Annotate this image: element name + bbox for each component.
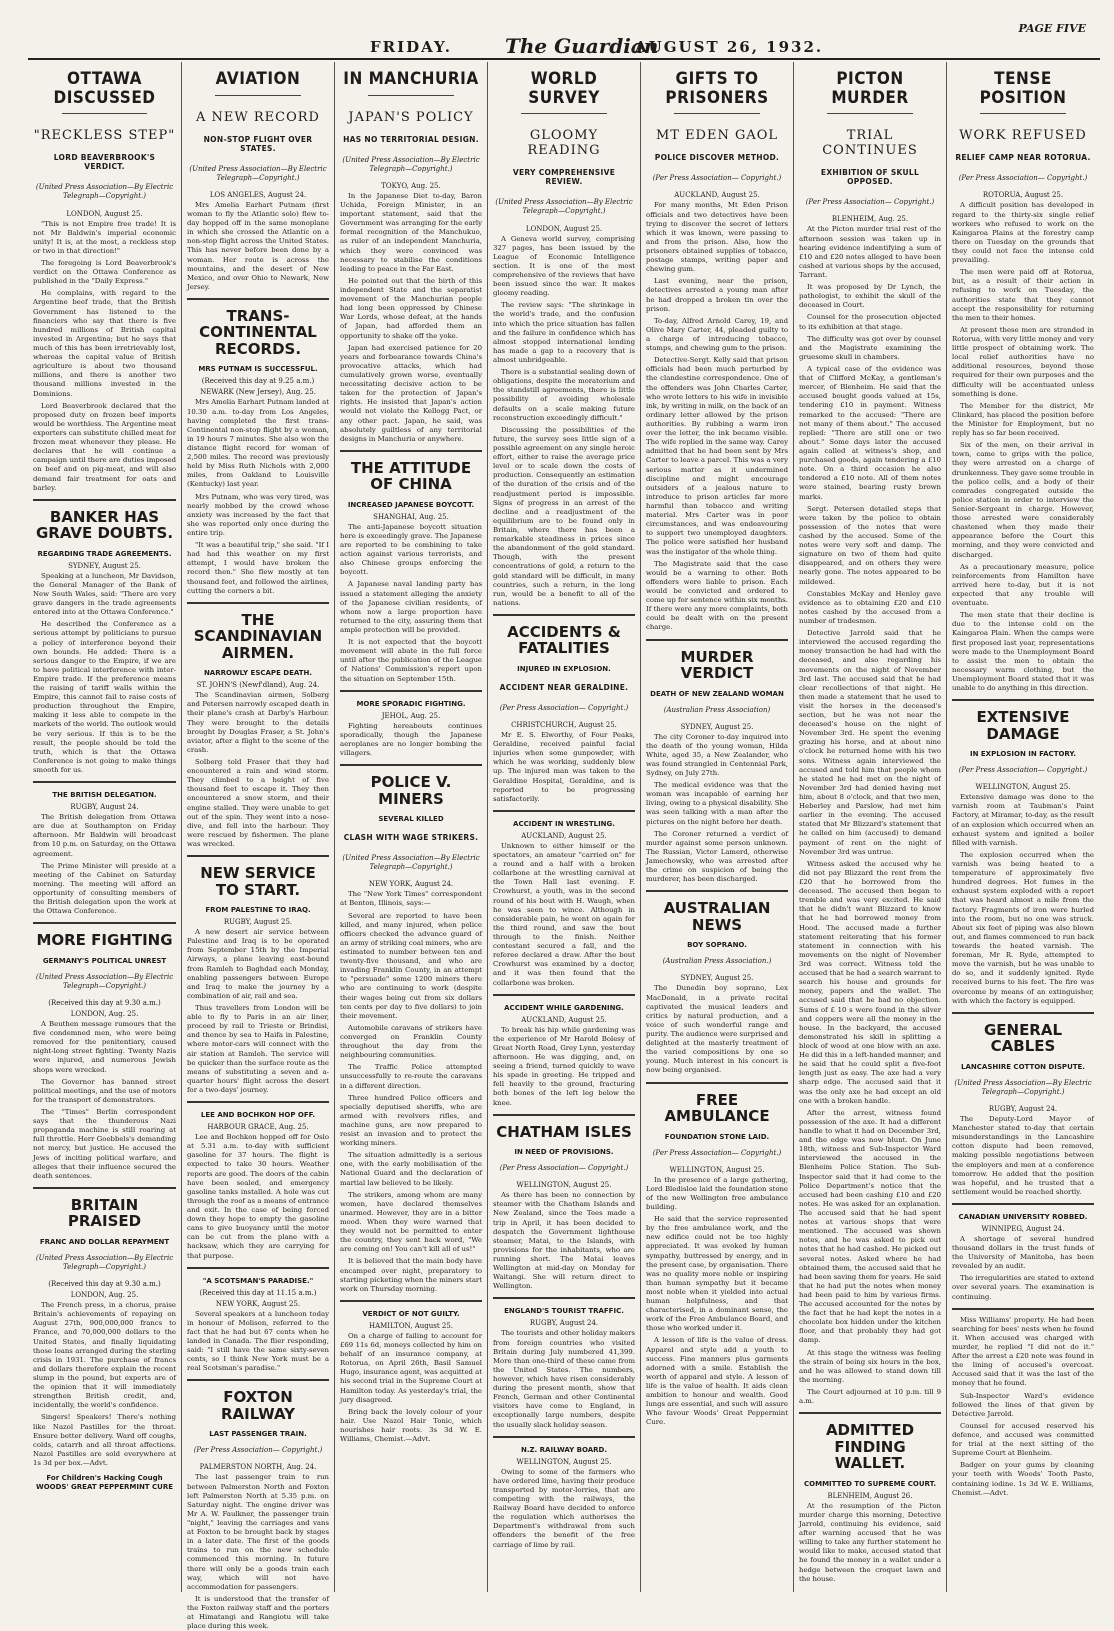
section-rule: [187, 1101, 329, 1103]
article-headline: MURDER VERDICT: [680, 647, 754, 682]
article-subhead: INCREASED JAPANESE BOYCOTT.: [347, 500, 475, 509]
article-dateline: BLENHEIM, Aug. 25.: [831, 215, 909, 224]
article-paragraph: The Prime Minister will preside at a meeting of the Cabinet on Saturday morning. The meeting will afford an opportunity of consulting members of the British delegation upon the work at the Ottawa Conference.: [33, 861, 176, 916]
article-source: (Australian Press Association): [663, 705, 771, 714]
article-headline: IN MANCHURIA: [343, 69, 479, 89]
news-column: [793, 62, 946, 1592]
article-source: (Australian Press Association.): [662, 957, 772, 966]
section-rule: [187, 602, 329, 604]
article-paragraph: The men state that their decline is due to the intense cold on the Kaingaroa Plain. When the camps were first proposed last year, representations were made to the Unemployment Board to assist the men to obtain the necessary warm clothing, but the Unemployment Board stated that it was unable to do anything in this direction.: [952, 611, 1094, 693]
article-dateline: SYDNEY, August 25.: [680, 974, 754, 983]
article-subhead: MRS PUTNAM IS SUCCESSFUL.: [198, 365, 318, 374]
section-rule: [187, 298, 329, 300]
article-dateline: LONDON, Aug. 25.: [70, 1291, 139, 1300]
article-subhead: FROM PALESTINE TO IRAQ.: [205, 906, 311, 915]
article-paragraph: As there has been no connection by steamer with the Chatham Islands and New Zealand, since the Tees made a trip in April, it has been decided to despatch the Government lighthouse steamer, Matai, to the Islands, with provisions for the inhabitants, who are running short. The Matai leaves Wellington at mid-day on Monday for Waitangi. She will return direct to Wellington.: [493, 1191, 635, 1291]
article-paragraph: The "New York Times" correspondent at Benton, Illinois, says:—: [340, 890, 482, 908]
article-dateline: AUCKLAND, August 25.: [521, 1015, 607, 1024]
article-source: (Per Press Association— Copyright.): [958, 766, 1088, 775]
article-paragraph: A new desert air service between Palestine and Iraq is to be operated from September 15th by the Imperial Airways, a plane leaving east-bound from Ramleh to Baghdad each Monday, enabling passengers between Europe and Iraq to make the journey by a combination of air, rail and sea.: [187, 928, 329, 1000]
masthead-page-number: PAGE FIVE: [1018, 22, 1086, 35]
article-paragraph: The French press, in a chorus, praise Britain's achievements of repaying on August 27th, 900,000,000 francs to France, and 70,000,000 dollars to the United States, and finally liquidating those loans arranged during the sterling crisis in 1931. The purchase of francs and dollars therefore explain the recent slump in the pound, but experts are of the opinion that it will immediately strengthen British credit, and, incidentally, the world's confidence.: [33, 1301, 176, 1410]
article-headline: GIFTS TO PRISONERS: [665, 69, 769, 108]
article-dateline: SYDNEY, August 25.: [680, 722, 754, 731]
article-headline: MORE SPORADIC FIGHTING.: [356, 699, 466, 708]
article-paragraph: The foregoing is Lord Beaverbrook's verdict on the Ottawa Conference as published in the "Daily Express.": [33, 259, 176, 286]
article-subhead: BOY SOPRANO.: [687, 941, 747, 950]
article-headline: MORE FIGHTING: [36, 931, 173, 950]
article-subhead: FOUNDATION STONE LAID.: [664, 1132, 770, 1141]
article-headline: THE ATTITUDE OF CHINA: [350, 458, 472, 494]
section-rule: [952, 1012, 1094, 1014]
article-headline: "A SCOTSMAN'S PARADISE.": [202, 1276, 314, 1285]
article-paragraph: Six of the men, on their arrival in town, came to grips with the police, they were arrested on a charge of drunkenness. They gave some trouble in the police cells, and a body of their comrades congregated outside the police station in order to interview the Senior-Sergeant in charge. However, those arrested were considerably chastened when they made their appearance before the Court this morning, and they were convicted and discharged.: [952, 441, 1094, 559]
masthead: [0, 0, 1114, 56]
article-headline: BANKER HAS GRAVE DOUBTS.: [35, 507, 174, 543]
article-paragraph: "This is not Empire free trade! It is not Mr Baldwin's imperial economic unity! It is, at the most, a reckless step or two in that direction!": [33, 219, 176, 255]
article-paragraph: The Traffic Police attempted unsuccessfully to re-route the caravans in a different direction.: [340, 1063, 482, 1090]
article-paragraph: The Coroner returned a verdict of murder against some person unknown. The Russian, Victor Lamerd, otherwise Jamechowsky, who was arrested after the crime on suspicion of being the murderer, has been discharged.: [646, 829, 788, 884]
article-paragraph: He pointed out that the birth of this independent State and the separatist movement of the Manchurian people had long been oppressed by Chinese War Lords, whose defeat, at the hands of Japan, had afforded them an opportunity to shake off the yoke.: [340, 276, 482, 340]
article-subhead: SEVERAL KILLED: [378, 815, 444, 824]
article-dateline: RUGBY, August 25.: [223, 918, 293, 927]
article-paragraph: The Member for the district, Mr Clinkard, has placed the position before the Minister for Employment, but no reply has so far been received.: [952, 401, 1094, 438]
article-headline: BRITAIN PRAISED: [67, 1195, 142, 1231]
article-paragraph: At present these men are stranded in Rotorua, with very little money and very little prospect of obtaining work. The local relief authorities have no additional resources, beyond those required for their own purposes and the difficulty will be accentuated unless something is done.: [952, 325, 1094, 398]
article-paragraph: Mr E. S. Elworthy, of Four Peaks, Geraldine, received painful facial injuries when some gunpowder, with which he was working, suddenly blew up. The injured man was taken to the Geraldine Hospital, Geraldine, and is reported to be progressing satisfactorily.: [493, 731, 635, 803]
article-dateline: ST. JOHN'S (Newf'dland), Aug. 24.: [196, 681, 320, 690]
article-source: (United Press Association—By Electric Telegraph—Copyright.): [342, 155, 480, 173]
article-dateline: WELLINGTON, August 25.: [516, 1457, 612, 1466]
article-headline: AUSTRALIAN NEWS: [663, 899, 771, 934]
article-tagline: LORD BEAVERBROOK'S VERDICT.: [53, 153, 156, 172]
article-source: (Per Press Association— Copyright.): [652, 174, 782, 183]
article-paragraph: The city Coroner to-day inquired into the death of the young woman, Hilda White, aged 35, a New Zealander, who was found strangled in Centennial Park, Sydney, on July 27th.: [646, 732, 788, 778]
article-subhead: IN NEED OF PROVISIONS.: [514, 1148, 614, 1157]
article-headline: WORLD SURVEY: [528, 69, 600, 108]
article-headline: N.Z. RAILWAY BOARD.: [520, 1445, 608, 1454]
article-paragraph: The Scandinavian airmen, Solberg and Petersen narrowly escaped death in their plane's crash at Darby's Harbour. They were brought to the details brought by Douglas Fraser, a St. John's aviator, after a flight to the scene of the crash.: [187, 691, 329, 754]
article-paragraph: Owing to some of the farmers who have ordered lime, having their produce transported by motor-lorries, that are competing with the railways, the Railway Board have decided to enforce the regulation which authorises the Department's withdrawal from such offenders the benefit of the free carriage of lime by rail.: [493, 1467, 635, 1549]
article-subhead: TRIAL CONTINUES: [822, 128, 918, 159]
article-headline: THE SCANDINAVIAN AIRMEN.: [193, 610, 323, 662]
advertisement: For Children's Hacking Cough WOODS' GREAT PEPPERMINT CURE: [35, 1474, 174, 1492]
article-paragraph: The Dunedin boy soprano, Lex MacDonald, in a private recital captivated the musical leaders and critics by natural production, and a voice of such wonderful range and purity. The audience were surprised and delighted at the masterly treatment of the varied compositions by one so young. Much interest in his concert is now being organised.: [646, 984, 788, 1075]
article-paragraph: The explosion occurred when the varnish was being heated to a temperature of approximately five hundred degrees. Hot fumes in the exhaust system exploded with a report that was heard almost a mile from the factory. Fragments of iron were hurled into the room, but no one was struck. About six feet of piping was also blown out, and flames commenced to run back towards the heated varnish. The foreman, Mr R. Ryde, attempted to move the varnish, but he was unable to do so, and it suddenly ignited. Ryde received burns to his feet. The fire was overcome by means of an extinguisher, with which the factory is equipped.: [952, 850, 1094, 1005]
article-dateline: PALMERSTON NORTH, Aug. 24.: [199, 1463, 317, 1472]
article-paragraph: The anti-Japanese boycott situation here is exceedingly grave. The Japanese are reported to be combining to take action against various terrorists, and also Chinese groups enforcing the boycott.: [340, 522, 482, 577]
headline-rule: [62, 113, 148, 114]
article-source: (Per Press Association— Copyright.): [805, 198, 935, 207]
article-source: (Per Press Association— Copyright.): [652, 1148, 782, 1157]
article-paragraph: Mrs Putnam, who was very tired, was nearly mobbed by the crowd whose anxiety was increased by the fact that she was reported only once during the entire trip.: [187, 492, 329, 537]
article-source: (United Press Association—By Electric Telegraph—Copyright.): [35, 1253, 174, 1271]
article-received: (Received this day at 11.15 a.m.): [199, 1288, 317, 1297]
article-paragraph: Miss Williams' property. He had been searching for bees' nests when he found it. When accused was charged with murder, he replied "I did not do it." After the arrest a £20 note was found in the lining of accused's overcoat. Accused said that it was the last of the money that he found.: [952, 1315, 1094, 1388]
article-source: (United Press Association—By Electric Telegraph—Copyright.): [35, 183, 174, 201]
headline-rule: [980, 113, 1065, 114]
section-rule: [187, 855, 329, 857]
section-rule: [33, 1187, 176, 1189]
article-paragraph: In the Japanese Diet to-day, Baron Uchida, Foreign Minister, in an important statement, said that the Government was arranging for the early formal recognition of the Manchukuo, as ruler of an independent Manchuria, which they were convinced was necessary to stabilise the conditions leading to peace in the Far East.: [340, 191, 482, 273]
article-headline: VERDICT OF NOT GUILTY.: [362, 1309, 460, 1318]
article-paragraph: He complains, with regard to the Argentine beef trade, that the British Government has listened to the financiers who say that there is five hundred millions of British capital invested in Argentina; but he says that much of this has been irretrievably lost, whereas the capital value of British agriculture is about two thousand millions, and there is another two thousand millions invested in the Dominions.: [33, 289, 176, 398]
article-paragraph: In the presence of a large gathering, Lord Bledisloe laid the foundation stone of the new Wellington free ambulance building.: [646, 1175, 788, 1211]
article-paragraph: He said that the service represented by the free ambulance work, and the new edifice could not be too highly appreciated. It was evoked by human sympathy, buttressed by energy, and in the present case, by organisation. There was no quality more noble or inspiring than human sympathy but it became most noble when it yielded into actual human helpfulness, and that characterised, in a dominant sense, the work of the Free Ambulance Board, and those who worked under it.: [646, 1215, 788, 1333]
section-rule: [646, 1082, 788, 1084]
article-paragraph: Several are reported to have been killed, and many injured, when police officers checked the advance guard of an army of striking coal miners, who are estimated to number between ten and twenty-five thousand, and who are invading Franklin County, in an attempt to "persuade" some 1200 miners there who are continuing to work (despite their wages being cut from six dollars ten cents per day to five dollars) to join their movement.: [340, 911, 482, 1020]
article-dateline: BLENHEIM, August 26.: [827, 1491, 913, 1500]
article-dateline: ROTORUA, August 25.: [982, 191, 1064, 200]
article-paragraph: The tourists and other holiday makers from foreign countries who visited Britain during July numbered 41,399. More than one-third of these came from the United States. The numbers, however, which have risen considerably during the present month, show that French, German and other Continental visitors have come to England, in exceptionally large numbers, despite the usually slack holiday season.: [493, 1329, 635, 1429]
article-tagline: HAS NO TERRITORIAL DESIGN.: [343, 134, 479, 144]
section-rule: [646, 890, 788, 892]
article-paragraph: There is a substantial sealing down of obligations, despite the moratorium and the standstill agreements, there is little possibility of avoiding wholesale defaults on a scale making future reconstruction exceedingly difficult.": [493, 368, 635, 422]
article-headline: ACCIDENTS & FATALITIES: [507, 622, 621, 658]
article-dateline: TOKYO, Aug. 25.: [381, 181, 441, 190]
article-dateline: NEWARK (New Jersey), Aug. 25.: [200, 388, 316, 397]
article-paragraph: Bring back the lovely colour of your hair. Use Nazol Hair Tonic, which nourishes hair roots. 3s 3d W. E. Williams, Chemist.—Advt.: [340, 1407, 482, 1444]
article-headline: OTTAWA DISCUSSED: [53, 69, 156, 108]
article-dateline: NEW YORK, August 24.: [368, 880, 454, 889]
article-paragraph: Unknown to either himself or the spectators, an amateur "carried on" for a round and a half with a broken collarbone at the wrestling carnival at the Town Hall last evening. F. Crowhurst, a youth, was in the second round of his bout with H. Waugh, when he was seen to wince. Although in considerable pain, he went on again for the third round, and saw the bout through to the finish. Neither contestant secured a fall, and the referee declared a draw. After the bout Crowhurst was examined by a doctor, and it was then found that the collarbone was broken.: [493, 841, 635, 987]
article-dateline: SYDNEY, August 25.: [68, 561, 141, 570]
article-paragraph: At this stage the witness was feeling the strain of being six hours in the box, and he was allowed to stand down till the morning.: [799, 1348, 941, 1384]
article-headline: EXTENSIVE DAMAGE: [976, 708, 1070, 743]
article-paragraph: He described the Conference as a serious attempt by politicians to pursue a policy of interference beyond their own bounds. He added: There is a serious danger to the Empire, if we are to have political interference with inter-Empire trade. If the preference means the raising of tariff walls within the Empire, this cannot fail to raise costs of production throughout the Empire, making it less able to compete in the markets of the world. The outlook would be very serious. If this is to be the result, the people should be told the truth, which is that the Ottawa Conference is not going to make things smooth for us.: [33, 620, 176, 775]
article-source: (United Press Association—By Electric Telegraph—Copyright.): [35, 972, 174, 990]
masthead-rule: [28, 58, 1100, 60]
article-paragraph: The British delegation from Ottawa are due at Southampton on Friday afternoon. Mr Baldwin will broadcast from 10 p.m. on Saturday, on the Ottawa agreement.: [33, 813, 176, 858]
article-dateline: WELLINGTON, August 25.: [516, 1181, 612, 1190]
article-dateline: AUCKLAND, August 25.: [674, 191, 760, 200]
article-tagline: VERY COMPREHENSIVE REVIEW.: [512, 168, 616, 187]
article-paragraph: The difficulty was got over by counsel and the Magistrate examining the gruesome skull in chambers.: [799, 334, 941, 361]
section-rule: [493, 1436, 635, 1438]
article-paragraph: It is believed that the main body have encamped over night, preparatory to starting picketing when the miners start work on Thursday morning.: [340, 1257, 482, 1293]
section-rule: [33, 499, 176, 501]
article-dateline: WINNIPEG, August 24.: [981, 1224, 1065, 1233]
article-received: (Received this day at 9.25 a.m.): [201, 377, 315, 386]
article-dateline: RUGBY, August 24.: [988, 1104, 1058, 1113]
article-subhead: LAST PASSENGER TRAIN.: [209, 1430, 307, 1439]
article-paragraph: Constables McKay and Henley gave evidence as to obtaining £20 and £10 notes cashed by the accused from a number of tradesmen.: [799, 589, 941, 625]
article-paragraph: Three hundred Police officers and specially deputised sheriffs, who are armed with revolvers rifles, and machine guns, are now prepared to resist an invasion and to protect the working miners.: [340, 1093, 482, 1148]
article-dateline: SHANGHAI, Aug. 25.: [373, 512, 449, 521]
article-subhead: "RECKLESS STEP": [33, 128, 176, 144]
article-paragraph: Automobile caravans of strikers have converged on Franklin County throughout the day from the neighbouring communities.: [340, 1023, 482, 1060]
news-column: [640, 62, 793, 1592]
article-paragraph: The Magistrate said that the case would be a warning to other. Both offenders were liable to prison. Each would be convicted and ordered to come up for sentence within six months. If there were any more complaints, both could be dealt with on the present charge.: [646, 559, 788, 632]
article-tagline: NON-STOP FLIGHT OVER STATES.: [203, 134, 313, 153]
article-paragraph: Mrs Amelia Earhart Putnam (first woman to fly the Atlantic solo) flew to-day hopped off in the same monoplane in which she crossed the Atlantic on a non-stop flight across the United States. This has never before been done by a woman. Her route is across the mountains, and the desert of New Mexico, and over Ohio to Newark, New Jersey.: [187, 200, 329, 291]
article-headline: ADMITTED FINDING WALLET.: [825, 1421, 915, 1473]
article-dateline: LOS ANGELES, August 24.: [209, 190, 307, 199]
section-rule: [952, 1203, 1094, 1205]
article-dateline: WELLINGTON, August 25.: [975, 783, 1071, 792]
article-paragraph: The review says: "The shrinkage in the world's trade, and the confusion into which the price situation has fallen and the failure in confidence which has almost stopped international lending has made a gap to a recovery that is almost unbridgeable.: [493, 301, 635, 364]
article-paragraph: Extensive damage was done to the varnish room at Taubman's Paint Factory, at Miramar, to-day, as the result of an explosion which occurred when an exhaust system and ignited a boiler filled with varnish.: [952, 793, 1094, 847]
article-headline: TENSE POSITION: [979, 69, 1067, 108]
article-headline: GENERAL CABLES: [983, 1020, 1063, 1056]
article-paragraph: Japan had exercised patience for 20 years and forbearance towards China's provocative attacks, which had cumulatively grown worse, eventually necessitating decisive action to be taken for the protection of Japan's rights. He insisted that Japan's action would not violate the Kellogg Pact, or any other pact. Japan, he said, was absolutely guiltless of any territorial designs in Manchuria or anywhere.: [340, 343, 482, 443]
section-rule: [952, 1308, 1094, 1310]
article-source: (Per Press Association— Copyright.): [958, 174, 1088, 183]
masthead-day: FRIDAY.: [370, 38, 453, 56]
article-source: (United Press Association—By Electric Telegraph—Copyright.): [954, 1078, 1092, 1096]
article-subhead: FRANC AND DOLLAR REPAYMENT: [39, 1237, 170, 1246]
news-column: [487, 62, 640, 1592]
article-subhead: LANCASHIRE COTTON DISPUTE.: [961, 1062, 1085, 1071]
article-paragraph: Singers! Speakers! There's nothing like Nazol Pastilles for the throat. Ensure better delivery. Ward off coughs, colds, catarrh and all throat affections. Nazol Pastilles are sold everywhere at 1s 3d per box.—Advt.: [33, 1413, 176, 1467]
article-headline: FOXTON RAILWAY: [220, 1388, 296, 1423]
article-paragraph: The strikers, among whom are many women, have declared themselves unarmed. However, they are in a bitter mood. When they were warned that they would not be permitted to enter the country, they sent back word, "We are coming on! You can't kill all of us!": [340, 1190, 482, 1254]
article-dateline: NEW YORK, August 25.: [215, 1299, 301, 1308]
article-paragraph: Solberg told Fraser that they had encountered a rain and wind storm. They climbed to a height of five thousand feet to escape it. They then encountered a snow storm, and their engine stalled. They were unable to get out of the spin. They went into a nose-dive, and fell into the harbour. They were rescued by fishermen. The plane was wrecked.: [187, 758, 329, 849]
article-paragraph: Fighting hereabouts continues sporadically, though the Japanese aeroplanes are no longer bombing the villagers.: [340, 721, 482, 758]
article-source: (Per Press Association— Copyright.): [499, 1164, 629, 1173]
article-dateline: AUCKLAND, August 25.: [521, 831, 607, 840]
article-dateline: HAMILTON, August 25.: [368, 1321, 454, 1330]
article-dateline: RUGBY, August 24.: [529, 1319, 599, 1328]
article-paragraph: It was proposed by Dr Lynch, the pathologist, to exhibit the skull of the deceased in Court.: [799, 283, 941, 310]
article-headline: AVIATION: [215, 69, 301, 89]
article-paragraph: Counsel for accused reserved his defence, and accused was committed for trial at the next sitting of the Supreme Court at Blenheim.: [952, 1421, 1094, 1458]
headline-rule: [368, 95, 453, 96]
article-headline: ACCIDENT WHILE GARDENING.: [504, 1003, 624, 1012]
article-paragraph: At the Picton murder trial rest of the afternoon session was taken up in hearing evidence indentifying a sum of £10 and £20 notes alleged to have been cashed at various shops by the accused, Tarrant.: [799, 225, 941, 280]
article-paragraph: The situation admittedly is a serious one, with the early mobilisation of the National Guard and the declaration of martial law believed to be likely.: [340, 1151, 482, 1187]
article-received: (Received this day at 9.30 a.m.): [48, 999, 161, 1008]
article-paragraph: Counsel for the prosecution objected to its exhibition at that stage.: [799, 313, 941, 331]
headline-rule: [827, 113, 912, 114]
article-headline: PICTON MURDER: [831, 69, 909, 108]
article-paragraph: Speaking at a luncheon, Mr Davidson, the General Manager of the Bank of New South Wales, said: "There are very grave dangers in the trade agreements entered into at the Ottawa Conference.": [33, 571, 176, 617]
headline-rule: [215, 95, 300, 96]
article-paragraph: The Court adjourned at 10 p.m. till 9 a.m.: [799, 1388, 941, 1406]
article-dateline: CHRISTCHURCH, August 25.: [511, 721, 617, 730]
article-source: (Per Press Association— Copyright.): [499, 703, 629, 712]
article-paragraph: Detective-Sergt. Kelly said that prison officials had been much perturbed by the clandestine correspondence. One of the offenders was John Charles Carter, who wrote letters to his wife in invisible ink, by writing in milk, on the back of an ordinary letter allowed by the prison authorities. By rubbing a warm iron over the letter, the ink became visible. The wife replied in the same way. Carey admitted that he had been sent by Mrs Carter to leave a parcel. This was a very serious matter as it undermined discipline and might encourage outsiders of a jealous nature to introduce to prison articles far more harmful than tobacco and writing material. Mrs Carter was in poor circumstances, and was endeavouring to support two unemployed daughters. The police were satisfied her husband was the instigator of the whole thing.: [646, 356, 788, 556]
section-rule: [187, 1379, 329, 1381]
columns: [28, 62, 1100, 1631]
article-dateline: JEHOL, Aug. 25.: [381, 711, 441, 720]
article-paragraph: Sergt. Petersen detailed steps that were taken by the police to obtain possession of the notes that were cashed by the accused. Some of the notes were very soft and damp. The signature on two of them had quite disappeared, and on others they were nearly gone. The notes appeared to be mildewed.: [799, 504, 941, 586]
article-headline: THE BRITISH DELEGATION.: [52, 791, 157, 800]
section-rule: [493, 994, 635, 996]
news-column: [181, 62, 334, 1631]
article-headline: ENGLAND'S TOURIST TRAFFIC.: [504, 1307, 624, 1316]
section-rule: [33, 922, 176, 924]
article-paragraph: The Deputy-Lord Mayor of Manchester stated to-day that certain misunderstandings in the Lancashire cotton dispute had been removed, making possible negotiations between the employers and men at a conference tomorrow. He added that the position was hopeful, and he trusted that a settlement would be reached shortly.: [952, 1114, 1094, 1196]
article-headline: TRANS-CONTINENTAL RECORDS.: [199, 306, 317, 358]
section-rule: [340, 690, 482, 692]
article-subhead: IN EXPLOSION IN FACTORY.: [970, 750, 1076, 759]
article-subhead: JAPAN'S POLICY: [348, 109, 474, 125]
article-paragraph: Mrs Amelia Earhart Putnam landed at 10.30 a.m. to-day from Los Angeles, having completed the first trans-Continental non-stop flight by a woman, in 19 hours 7 minutes. She also won the distance flight record for woman of 2,500 miles. The record was previously held by Miss Ruth Nichols with 2,000 miles, from Oakland to Louisville (Kentucky) last year.: [187, 398, 329, 489]
article-paragraph: After the arrest, witness found possession of the axe. It had a different handle to what it had on December 3rd, and the edge was now blunt. On June 18th, witness and Sub-Inspector Ward interviewed the accused in the Blenheim Police Station. The Sub-Inspector said that it had come to the Police Department's notice that the accused had been cashing £10 and £20 notes. He was asked for an explanation. The accused said that he had spent notes at various shops that were mentioned. The accused was shown notes, and he was asked to pick out notes that he had cashed. He picked out several notes. Asked where he had obtained them, the accused said that he had been saving them for years. He said that he had put the notes when money had been paid to him by various firms. The accused accounted for the notes by the fact that he had kept the notes in a chocolate box hidden under the kitchen floor, and that probably they had got damp.: [799, 1108, 941, 1345]
article-tagline: EXHIBITION OF SKULL OPPOSED.: [820, 168, 920, 187]
article-headline: ACCIDENT IN WRESTLING.: [513, 819, 615, 828]
article-subhead: GERMANY'S POLITICAL UNREST: [42, 956, 167, 965]
article-dateline: WELLINGTON, August 25.: [669, 1165, 765, 1174]
article-paragraph: The medical evidence was that the woman was incapable of earning her living, owing to a physical disability. She was seen talking with a man after the pictures on the night before her death.: [646, 781, 788, 826]
article-subhead: A NEW RECORD: [196, 109, 320, 125]
article-subhead: WORK REFUSED: [959, 128, 1087, 144]
masthead-title: The Guardian: [505, 34, 659, 58]
article-paragraph: The irregularities are stated to extend over several years. The examination is continuing.: [952, 1274, 1094, 1301]
article-source: (United Press Association—By Electric Telegraph—Copyright.): [189, 164, 327, 182]
article-paragraph: It is understood that the transfer of the Foxton railway staff and the porters at Himatangi and Rangiotu will take place during this week.: [187, 1594, 329, 1631]
article-paragraph: The "Times" Berlin correspondent says that the thunderous Nazi propaganda machine is still roaring at full throttle. Herr Goebbels's demanding not mercy, but justice. He accused the Jews of inciting political warfare, and alleges that their influence secured the death sentences.: [33, 1108, 176, 1180]
section-rule: [952, 699, 1094, 701]
article-tagline: ACCIDENT NEAR GERALDINE.: [499, 682, 629, 692]
article-paragraph: A Beuthen message rumours that the five condemned men, who were being removed for the penitentiary, caused night-long street fighting. Twenty Nazis were injured, and numerous Jewish shops were wrecked.: [33, 1020, 176, 1074]
masthead-date: AUGUST 26, 1932.: [635, 38, 824, 56]
article-tagline: POLICE DISCOVER METHOD.: [654, 153, 780, 163]
article-source: (United Press Association—By Electric Telegraph—Copyright.): [342, 854, 480, 872]
article-paragraph: "It was a beautiful trip," she said. "If I had had this weather on my first attempt, I would have broken the record then." She flew mostly at ten thousand feet, and followed the airlines, cutting the corners a bit.: [187, 541, 329, 595]
article-paragraph: Thus travellers from London will be able to fly to Paris in an air liner, proceed by rail to Trieste or Brindisi, and thence by sea to Haifa in Palestine, where motor-cars will connect with the air station at Ramleh. The service will be quicker than the surface route as the means of substituting a seven and a-quarter hours' flight across the desert for a two-days' journey.: [187, 1004, 329, 1094]
headline-rule: [674, 113, 759, 114]
section-rule: [493, 1114, 635, 1116]
article-headline: POLICE V. MINERS: [370, 773, 452, 808]
section-rule: [493, 1297, 635, 1299]
article-headline: CHATHAM ISLES: [496, 1122, 632, 1141]
news-column: [946, 62, 1099, 1592]
section-rule: [493, 614, 635, 616]
article-paragraph: Badger on your gums by cleaning your teeth with Woods' Tooth Paste, containing iodine. 1s 3d W. E. Williams, Chemist.—Advt.: [952, 1461, 1094, 1497]
section-rule: [340, 450, 482, 452]
article-paragraph: Detective Jarrold said that he interviewed the accused regarding the money transaction he had had with the deceased, and also regarding his movements on the night of November 3rd last. The accused said that he had clear recollections of that night. He then made a statement that he used to visit the horses in the deceased's section, but he was not near the deceased's house on the night of November 3rd. He spent the evening grazing his horse, and at about nine o'clock he returned home with his two sons. Witness again interviewed the accused and told him that people whom he stated he had met on the night of November 3rd had denied having met him, about 8 o'clock, and that two men, Heberley and Parslow, had met him earlier in the evening. The accused stated that Mr Blizzard's statement that he called on him (accused) to demand payment of rent on the night of November 3rd was untrue.: [799, 629, 941, 856]
article-subhead: NARROWLY ESCAPE DEATH.: [203, 669, 313, 678]
article-paragraph: Lee and Bochkon hopped off for Oslo at 5.31 a.m. to-day with sufficient gasoline for 37 hours. The flight is expected to take 30 hours. Weather reports are good. The doors of the cabin have been sealed, and emergency gasoline tanks installed. A hole was cut through the roof as a means of entrance and exit. In the case of being forced down they hope to empty the gasoline cans to give buoyancy until the motor can be cut from the plane with a hacksaw, which they are carrying for that purpose.: [187, 1133, 329, 1260]
article-subhead: COMMITTED TO SUPREME COURT.: [804, 1479, 936, 1488]
article-paragraph: It is not expected that the boycott movement will abate in the full force until after the publication of the League of Nations' Commission's report upon the situation on September 15th.: [340, 638, 482, 683]
article-paragraph: To-day, Alfred Arnold Carey, 19, and Olive Mary Carter, 44, pleaded guilty to a charge of introducing tobacco, stamps, and chewing gum to the prison.: [646, 316, 788, 353]
article-paragraph: The men were paid off at Rotorua, but, as a result of their action in refusing to work on Tuesday, the authorities state that they cannot accept the responsibility for returning the men to their homes.: [952, 268, 1094, 322]
section-rule: [33, 781, 176, 783]
article-tagline: RELIEF CAMP NEAR ROTORUA.: [955, 153, 1091, 163]
article-subhead: MT EDEN GAOL: [655, 128, 779, 144]
article-paragraph: Sub-Inspector Ward's evidence followed the lines of that given by Detective Jarrold.: [952, 1391, 1094, 1418]
article-paragraph: At the resumption of the Picton murder charge this morning, Detective Jarrold, continuing his evidence, said after warning accused that he was willing to take any further statement he would like to make, accused stated that he found the money in a wallet under a hedge between the croquet lawn and the house.: [799, 1501, 941, 1583]
article-source: (Per Press Association— Copyright.): [193, 1446, 323, 1455]
article-subhead: GLOOMY READING: [527, 128, 601, 159]
section-rule: [340, 1300, 482, 1302]
article-paragraph: A difficult position has developed in regard to the thirty-six single relief workers who refused to work on the Kaingaroa Plains at the forestry camp there on Tuesday on the grounds that they could not face the intense cold prevailing.: [952, 201, 1094, 265]
headline-rule: [521, 113, 606, 114]
article-paragraph: To break his hip while gardening was the experience of Mr Harold Bolesy of Great North Road, Grey Lynn, yesterday afternoon. He was digging, and, on seeing a friend, turned quickly to wave his spade in greeting. He tripped and fell heavily to the ground, fracturing both bones of the left leg below the knee.: [493, 1025, 635, 1107]
article-received: (Received this day at 9.30 a.m.): [48, 1280, 161, 1289]
section-rule: [799, 1412, 941, 1414]
article-dateline: HARBOUR GRACE, Aug. 25.: [207, 1123, 309, 1132]
article-paragraph: As a precautionary measure, police reinforcements from Hamilton have arrived here to-day, but it is not expected that any trouble will eventuate.: [952, 562, 1094, 608]
news-column: [334, 62, 487, 1592]
article-paragraph: Lord Beaverbrook declared that the proposed duty on frozen beef imports would be worthless. The Argentine meat exporters can substitute chilled meat for frozen meat whenever they please. He declares that he will continue a campaign until there are duties imposed on beef and on pig-meat, and will also demand fair treatment for oats and barley.: [33, 401, 176, 492]
article-paragraph: Several speakers at a luncheon today in honour of Molison, referred to the fact that he had but 67 cents when he landed in Canada. The flier responding, said: "I still have the same sixty-seven cents, so I think New York must be a real Scotsman's paradise.": [187, 1309, 329, 1373]
article-subhead: INJURED IN EXPLOSION.: [517, 664, 611, 673]
article-paragraph: For many months, Mt Eden Prison officials and two detectives have been trying to discover the secret of letters which it was known, were passing to and from the prison. Also, how the prisoners obtained supplies of tobacco, postage stamps, writing paper and chewing gum.: [646, 201, 788, 274]
article-paragraph: Witness asked the accused why he did not pay Blizzard the rent from the £20 that he borrowed from the deceased. The accused then began to tremble and was very excited. He said that he didn't want Blizzard to know that he had borrowed money from Hood. The accused made a further statement reiterating that his former statement in connection with his movements on the night of November 3rd was correct. Witness told the accused that he had a search warrant to search his house and grounds for money, papers and the wallet. The accused said that he had no objection. Sums of £ 10 s were found in the silver and coppers were all the money in the house. In the backyard, the accused demonstrated his skill in splitting a block of wood at one blow with an axe. He did this in a left-handed manner, and he said that he could split a five-foot length just as easy. The axe had a very sharp edge. The accused said that it was the only axe he had except an old one with a broken handle.: [799, 859, 941, 1105]
article-paragraph: On a charge of failing to account for £69 11s 6d, moneys collected by him on behalf of an insurance company, at Rotorua, on April 26th, Basil Samuel Hugo, insurance agent, was acquitted at his second trial in the Supreme Court at Hamilton today. As yesterday's trial, the jury disagreed.: [340, 1331, 483, 1404]
article-dateline: LONDON, August 25.: [66, 209, 143, 218]
article-headline: FREE AMBULANCE: [664, 1090, 770, 1126]
article-headline: NEW SERVICE TO START.: [200, 864, 316, 899]
article-paragraph: A shortage of several hundred thousand dollars in the trust funds of the University of Manitoba, has been revealed by an audit.: [952, 1234, 1094, 1271]
article-paragraph: A Geneva world survey, comprising 327 pages, has been issued by the League of Economic Intelligence section. It is one of the most comprehensive of the reviews that have been issued since the war. It makes gloomy reading.: [493, 234, 635, 298]
section-rule: [493, 810, 635, 812]
section-rule: [646, 639, 788, 641]
article-paragraph: The last passenger train to run between Palmerston North and Foxton left Palmerston North at 5.35 p.m. on Saturday night. The engine driver was Mr A. W. Faulkner, the passenger train "night," leaving the carriages and vans at Foxton to be brought back by stages in a later date. The first of the goods trains to run on the new schedule commenced this morning. In future there will only be a goods train each way, which will not have accommodation for passengers.: [187, 1473, 329, 1591]
article-headline: CANADIAN UNIVERSITY ROBBED.: [958, 1212, 1088, 1221]
section-rule: [340, 764, 482, 766]
article-paragraph: A lesson of life is the value of dress. Apparel and style add a youth to success. Fine manners plus garments adorned with a smile. Establish the worth of apparel and style. A lesson of life is the value of health. It aids clean ambition to honour and wealth. Good lungs are essential, and such will assure Who favour Woods' Great Peppermint Cure.: [646, 1336, 788, 1427]
article-subhead: REGARDING TRADE AGREEMENTS.: [37, 549, 172, 558]
article-paragraph: A Japanese naval landing party has issued a statement alleging the anxiety of the Japanese civilian residents, of whom now a large proportion have returned to the city, assuring them that ample protection will be provided.: [340, 580, 482, 635]
article-source: (United Press Association—By Electric Telegraph—Copyright.): [495, 198, 633, 216]
article-dateline: LONDON, August 25.: [525, 224, 603, 233]
article-paragraph: A typical case of the evidence was that of Clifford McKay, a gentleman's mercer, of Blenheim. He said that the accused bought goods valued at 15s, tendering £10 in payment. Witness remarked to the accused: "There are not many of them about." The accused replied: "There are still one or two about." Some days later the accused again called at witness's shop, and purchased goods, again tendering a £10 note. On a third occasion he also tendered a £10 note. All of them notes were stained, bearing rusty brown marks.: [799, 365, 941, 501]
article-dateline: LONDON, Aug. 25.: [70, 1010, 139, 1019]
article-tagline: CLASH WITH WAGE STRIKERS.: [343, 833, 479, 843]
news-column: [28, 62, 181, 1592]
article-dateline: RUGBY, August 24.: [70, 803, 139, 812]
article-paragraph: Last evening, near the prison, detectives arrested a young man after he had dropped a broken tin over the prison.: [646, 277, 788, 313]
article-headline: LEE AND BOCHKON HOP OFF.: [200, 1111, 316, 1120]
article-paragraph: Discussing the possibilities of the future, the survey sees little sign of a possible agreement on any single heroic effort, either to raise the average price level or to scale down the costs of production. Consequently an estimation of the duration of the crisis and of the readjustment period is impossible. Signs of progress in an arrest of the decline and a readjustment of the equilibrium are to be found only in Britain, where there has been a remarkable steadiness in prices since the abandonment of the gold standard. Though, with the present concentrations of gold, a return to the gold standard will be difficult, in many countries, such a return, in the long run, would be a benefit to all of the nations.: [493, 425, 635, 607]
article-subhead: DEATH OF NEW ZEALAND WOMAN: [650, 689, 784, 698]
article-paragraph: The Governor has banned street political meetings, and the use of motors for the transport of demonstrators.: [33, 1077, 176, 1104]
section-rule: [187, 1267, 329, 1269]
